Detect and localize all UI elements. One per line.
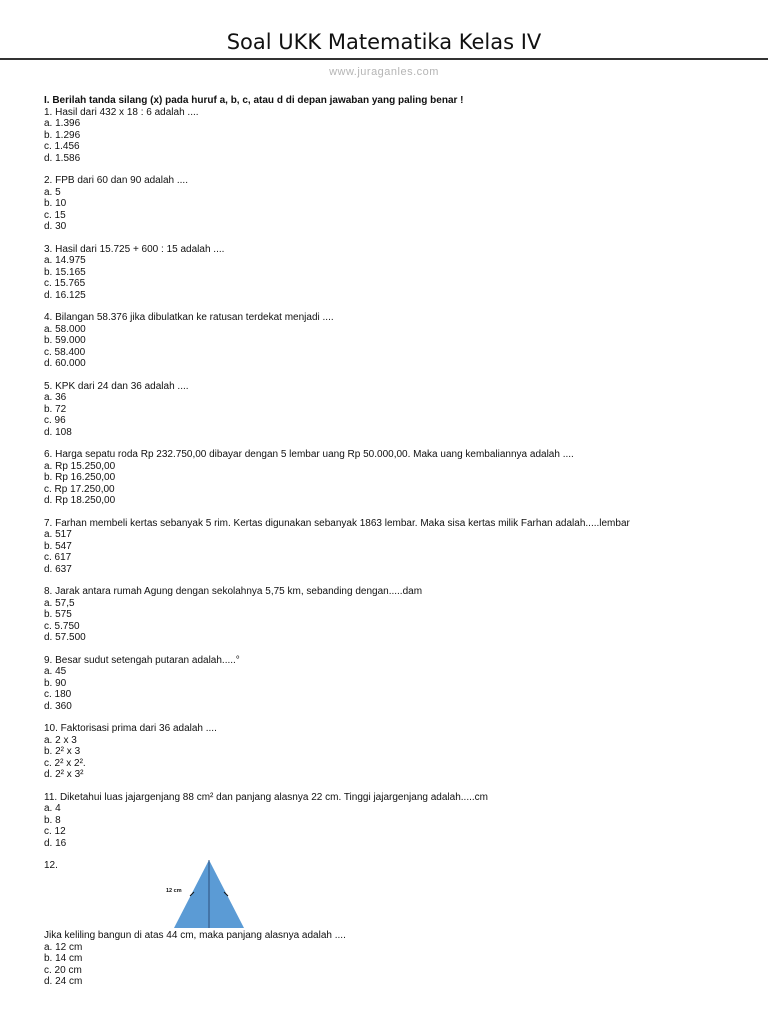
question-sheet: [44, 95, 744, 999]
answer-option[interactable]: b. 10: [44, 198, 67, 209]
answer-option[interactable]: b. 90: [44, 677, 67, 689]
answer-option[interactable]: d. Rp 18.250,00: [44, 495, 116, 506]
answer-option[interactable]: d. 30: [44, 221, 67, 232]
answer-option[interactable]: a. 4: [44, 803, 61, 814]
answer-option[interactable]: c. 5.750: [44, 620, 80, 632]
answer-option[interactable]: a. 36: [44, 392, 67, 403]
question-11: [44, 792, 744, 850]
answer-option[interactable]: d. 60.000: [44, 358, 86, 369]
question-text: 2. FPB dari 60 dan 90 adalah ....: [44, 175, 188, 186]
answer-option[interactable]: b. Rp 16.250,00: [44, 472, 116, 483]
answer-option[interactable]: a. 14.975: [44, 255, 86, 266]
answer-option[interactable]: c. 20 cm: [44, 964, 82, 976]
answer-option[interactable]: d. 637: [44, 563, 72, 575]
question-9: [44, 655, 744, 713]
answer-option[interactable]: a. 12 cm: [44, 941, 83, 953]
question-text: 10. Faktorisasi prima dari 36 adalah ....: [44, 723, 217, 734]
answer-option[interactable]: b. 547: [44, 540, 72, 552]
question-text: 6. Harga sepatu roda Rp 232.750,00 dibayar dengan 5 lembar uang Rp 50.000,00. Maka uang kembaliannya adalah ....: [44, 449, 574, 460]
answer-option[interactable]: a. 2 x 3: [44, 734, 77, 746]
answer-option[interactable]: a. Rp 15.250,00: [44, 460, 116, 472]
question-text: 11. Diketahui luas jajargenjang 88 cm² dan panjang alasnya 22 cm. Tinggi jajargenjang adalah.....cm: [44, 791, 488, 803]
answer-option[interactable]: d. 108: [44, 426, 72, 438]
question-8: [44, 586, 744, 644]
answer-option[interactable]: a. 58.000: [44, 323, 86, 335]
answer-option[interactable]: d. 360: [44, 700, 72, 712]
answer-option[interactable]: c. 96: [44, 415, 66, 426]
answer-option[interactable]: c. 1.456: [44, 141, 80, 152]
header-divider: [0, 58, 768, 60]
question-10: [44, 723, 744, 781]
question-7: [44, 518, 744, 576]
question-text: 1. Hasil dari 432 x 18 : 6 adalah ....: [44, 106, 199, 118]
isosceles-triangle-figure: [164, 856, 254, 932]
question-12-number: 12.: [44, 860, 58, 871]
answer-option[interactable]: d. 16.125: [44, 289, 86, 301]
question-text: 5. KPK dari 24 dan 36 adalah ....: [44, 380, 189, 392]
answer-option[interactable]: a. 45: [44, 666, 67, 677]
question-12: [44, 930, 744, 988]
question-text: 8. Jarak antara rumah Agung dengan sekolahnya 5,75 km, sebanding dengan.....dam: [44, 586, 423, 597]
page-title: Soal UKK Matematika Kelas IV: [226, 30, 542, 54]
question-text: 7. Farhan membeli kertas sebanyak 5 rim. Kertas digunakan sebanyak 1863 lembar. Maka sisa kertas milik Farhan adalah.....lembar: [44, 517, 630, 529]
answer-option[interactable]: d. 2² x 3²: [44, 769, 84, 780]
question-text: 3. Hasil dari 15.725 + 600 : 15 adalah ....: [44, 243, 225, 255]
answer-option[interactable]: a. 57,5: [44, 597, 75, 609]
answer-option[interactable]: c. 2² x 2².: [44, 757, 86, 769]
website-watermark: www.juraganles.com: [329, 66, 439, 78]
question-12-figure-row: [44, 860, 744, 930]
answer-option[interactable]: c. 180: [44, 689, 72, 700]
answer-option[interactable]: d. 57.500: [44, 632, 86, 643]
answer-option[interactable]: b. 1.296: [44, 129, 81, 141]
question-1: [44, 107, 744, 165]
answer-option[interactable]: b. 59.000: [44, 335, 86, 346]
answer-option[interactable]: b. 14 cm: [44, 953, 83, 964]
question-text: 9. Besar sudut setengah putaran adalah.....°: [44, 654, 240, 666]
question-list: [44, 107, 744, 850]
answer-option[interactable]: b. 2² x 3: [44, 746, 81, 757]
answer-option[interactable]: c. 617: [44, 552, 72, 563]
answer-option[interactable]: a. 1.396: [44, 118, 81, 129]
answer-option[interactable]: d. 1.586: [44, 152, 81, 164]
answer-option[interactable]: c. 15.765: [44, 278, 86, 289]
side-length-label: 12 cm: [166, 888, 182, 894]
question-3: [44, 244, 744, 302]
answer-option[interactable]: a. 5: [44, 186, 61, 198]
answer-option[interactable]: d. 16: [44, 837, 67, 849]
instruction-text: I. Berilah tanda silang (x) pada huruf a, b, c, atau d di depan jawaban yang paling benar !: [44, 95, 464, 106]
answer-option[interactable]: c. Rp 17.250,00: [44, 483, 115, 495]
answer-option[interactable]: c. 15: [44, 209, 66, 221]
answer-option[interactable]: b. 15.165: [44, 266, 86, 278]
answer-option[interactable]: b. 8: [44, 814, 61, 826]
question-5: [44, 381, 744, 439]
question-text: Jika keliling bangun di atas 44 cm, maka panjang alasnya adalah ....: [44, 930, 346, 941]
question-6: [44, 449, 744, 507]
question-4: [44, 312, 744, 370]
answer-option[interactable]: c. 12: [44, 826, 66, 837]
question-text: 4. Bilangan 58.376 jika dibulatkan ke ratusan terdekat menjadi ....: [44, 312, 334, 323]
answer-option[interactable]: a. 517: [44, 529, 72, 540]
answer-option[interactable]: b. 575: [44, 609, 72, 620]
question-2: [44, 175, 744, 233]
answer-option[interactable]: d. 24 cm: [44, 976, 83, 987]
answer-option[interactable]: c. 58.400: [44, 346, 86, 358]
answer-option[interactable]: b. 72: [44, 403, 67, 415]
